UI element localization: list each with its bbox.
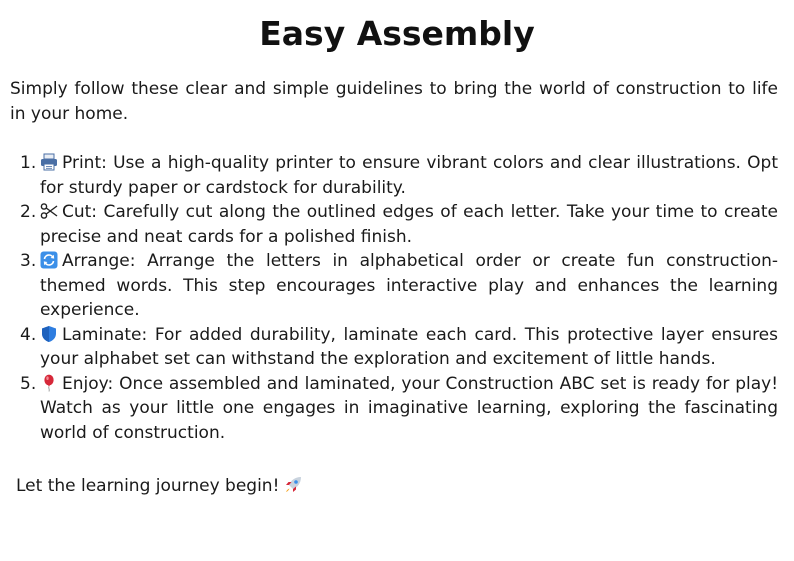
step-label: Print: — [62, 153, 107, 173]
step-number: 5. — [20, 373, 37, 394]
step-label: Enjoy: — [62, 373, 114, 394]
step-item-laminate — [18, 323, 778, 372]
step-number: 1. — [20, 153, 37, 173]
step-text: Once assembled and laminated, your Construction ABC set is ready for play! Watch as your little one engages in imaginative learning, exploring the fascinating world of construction. — [40, 373, 779, 443]
step-label: Laminate: — [62, 324, 148, 345]
intro-paragraph: Simply follow these clear and simple guidelines to bring the world of construction to life in your home. — [10, 79, 778, 124]
assembly-steps-list — [18, 151, 778, 445]
shield-icon — [40, 325, 58, 343]
step-label: Arrange: — [62, 251, 136, 271]
rocket-icon — [283, 475, 303, 495]
closing-text: Let the learning journey begin! — [16, 476, 280, 496]
balloon-icon — [40, 374, 58, 392]
step-text: For added durability, laminate each card. This protective layer ensures your alphabet set can withstand the exploration and excitement of little hands. — [40, 324, 778, 369]
step-text: Arrange the letters in alphabetical order or create fun construction-themed words. This step encourages interactive play and enhances the learning experience. — [40, 251, 778, 320]
arrange-arrows-icon — [40, 251, 58, 269]
step-number: 4. — [20, 324, 37, 345]
step-item-print — [18, 151, 778, 200]
step-text: Carefully cut along the outlined edges of each letter. Take your time to create precise and neat cards for a polished finish. — [40, 202, 778, 247]
step-item-cut — [18, 200, 778, 249]
step-text: Use a high-quality printer to ensure vibrant colors and clear illustrations. Opt for sturdy paper or cardstock for durability. — [40, 153, 779, 198]
page-title: Easy Assembly — [259, 14, 535, 53]
step-number: 2. — [20, 202, 37, 222]
closing-line — [16, 474, 303, 499]
step-label: Cut: — [62, 202, 98, 222]
printer-icon — [40, 153, 58, 171]
step-item-arrange — [18, 249, 778, 323]
scissors-icon — [40, 202, 58, 220]
step-number: 3. — [20, 251, 37, 271]
step-item-enjoy — [18, 372, 778, 446]
